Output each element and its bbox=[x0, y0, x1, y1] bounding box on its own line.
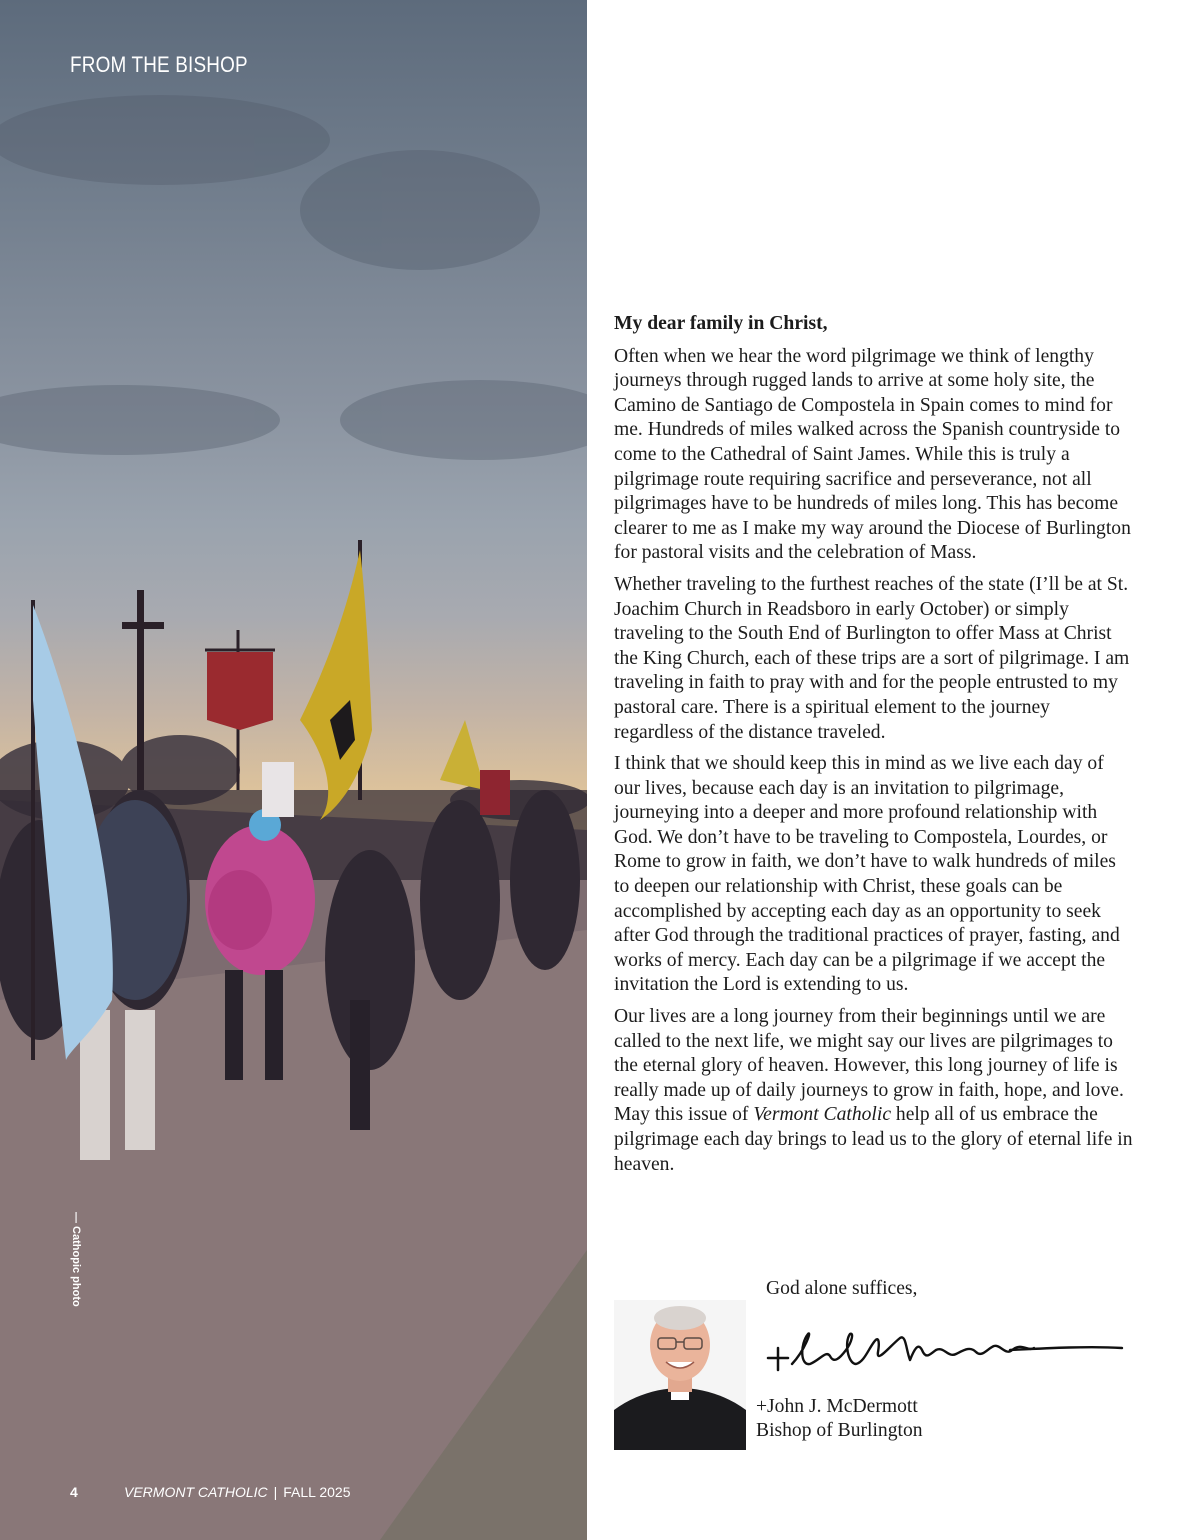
final-text-start: Our lives are a long journey from their beginnings until we are called to the next life, we might say our lives are pilgrimages to the eternal glory of heaven. However, this long journey of life is really made up of daily journeys to grow in faith, hope, and love. May this issue of bbox=[614, 1006, 1124, 1126]
final-text-end: help all of us embrace the pilgrimage each day brings to lead us to the glory of eternal life in heaven. bbox=[614, 1104, 1133, 1175]
bishop-portrait bbox=[614, 1300, 746, 1450]
letter-paragraph: Often when we hear the word pilgrimage we think of lengthy journeys through rugged lands to arrive at some holy site, the Camino de Santiago de Compostela in Spain comes to mind for me. Hundreds of miles walked across the Spanish countryside to come to the Cathedral of Saint James. While this is truly a pilgrimage route requiring sacrifice and perseverance, not all pilgrimages have to be hundreds of miles long. This has become clearer to me as I make my way around the Diocese of Burlington for pastoral visits and the celebration of Mass. bbox=[614, 345, 1131, 564]
magazine-name: VERMONT CATHOLIC bbox=[124, 1484, 268, 1500]
footer-separator: | bbox=[273, 1484, 278, 1500]
procession-illustration bbox=[0, 0, 587, 1540]
photo-credit: — Cathopic photo bbox=[70, 1212, 82, 1307]
letter-paragraph: I think that we should keep this in mind as we live each day of our lives, because each day is an invitation to pilgrimage, journeying into a deeper and more profound relationship with God. We don’t have to be traveling to Compostela, Lourdes, or Rome to grow in faith, we don’t have to walk hundreds of miles to deepen our relationship with Christ, these goals can be accomplished by accepting each day as an opportunity to seek after God through the traditional practices of prayer, fasting, and works of mercy. Each day can be a pilgrimage if we accept the invitation the Lord is extending to us. bbox=[614, 753, 1120, 996]
letter-closing: God alone suffices, bbox=[766, 1278, 918, 1299]
page-footer bbox=[70, 1484, 351, 1500]
section-label: FROM THE BISHOP bbox=[70, 52, 248, 77]
letter-paragraph-final bbox=[614, 1005, 1134, 1177]
bishop-signature bbox=[760, 1320, 1130, 1380]
letter-paragraph: Whether traveling to the furthest reaches of the state (I’ll be at St. Joachim Church in Readsboro in early October) or simply traveling to the South End of Burlington to offer Mass at Christ the King Church, each of these trips are a sort of pilgrimage. I am traveling in faith to pray with and for the people entrusted to my pastoral care. There is a spiritual element to the journey regardless of the distance traveled. bbox=[614, 573, 1130, 743]
issue-label: FALL 2025 bbox=[283, 1484, 351, 1500]
bishop-letter bbox=[614, 312, 1134, 1184]
magazine-title-italic: Vermont Catholic bbox=[753, 1104, 892, 1126]
signer-name: +John J. McDermott bbox=[756, 1396, 918, 1417]
portrait-illustration bbox=[614, 1300, 746, 1450]
cover-photo-pilgrimage-procession bbox=[0, 0, 587, 1540]
signer-title: Bishop of Burlington bbox=[756, 1420, 923, 1441]
letter-salutation: My dear family in Christ, bbox=[614, 313, 828, 334]
page-number: 4 bbox=[70, 1484, 78, 1500]
signer-block bbox=[756, 1395, 923, 1443]
